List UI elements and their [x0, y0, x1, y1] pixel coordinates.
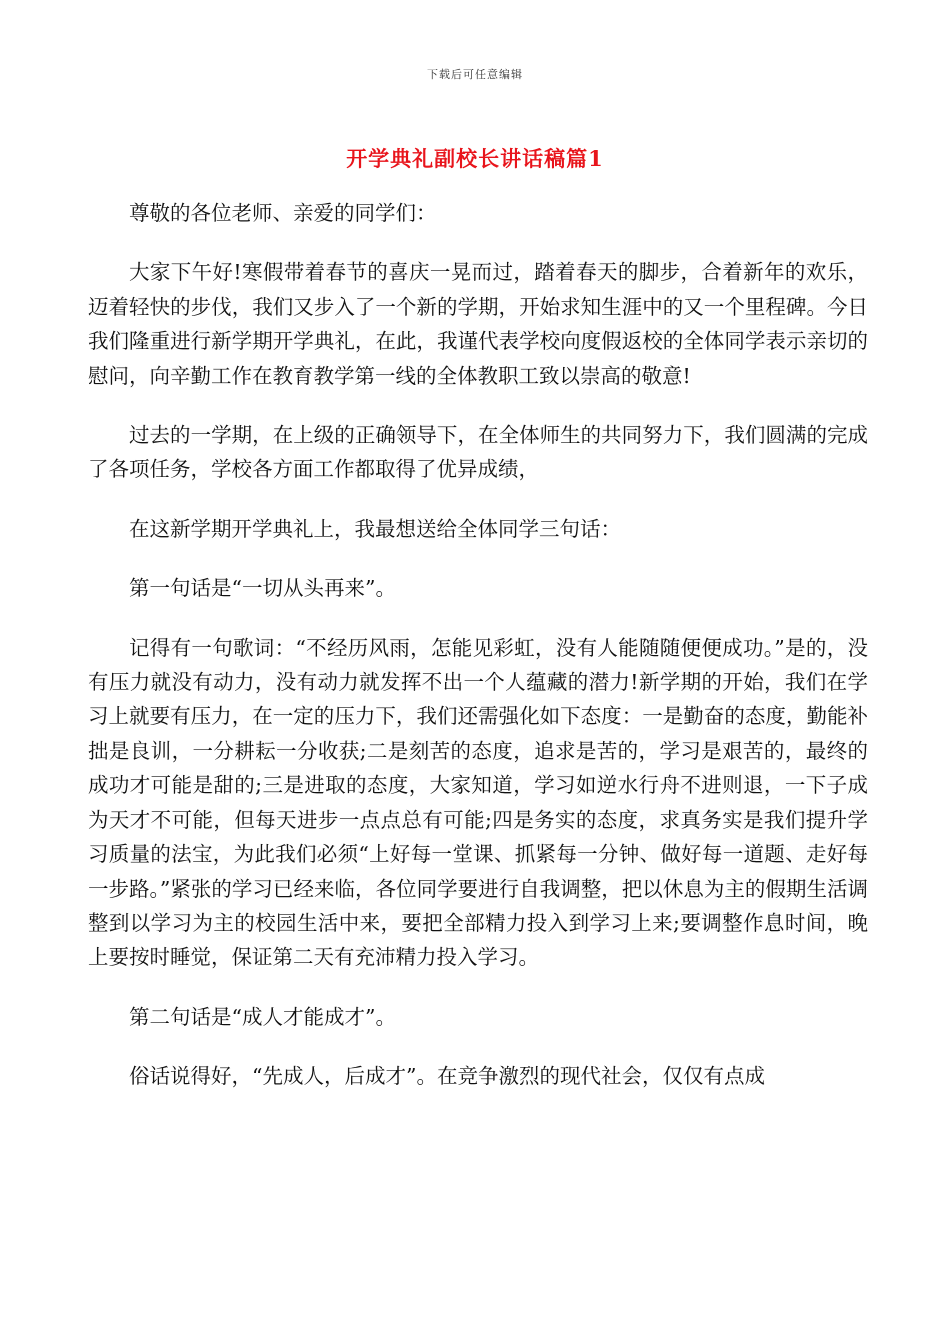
document-body	[88, 196, 868, 1119]
paragraph-three-sentences: 在这新学期开学典礼上，我最想送给全体同学三句话：	[129, 516, 621, 541]
paragraph-first-sentence: 第一句话是“一切从头再来”。	[129, 576, 396, 601]
header-note: 下载后可任意编辑	[427, 68, 523, 81]
paragraph-welcome: 大家下午好!寒假带着春节的喜庆一晃而过，踏着春天的脚步，合着新年的欢乐，迈着轻快的步伐，我们又步入了一个新的学期，开始求知生涯中的又一个里程碑。今日我们隆重进行新学期开学典礼，在此，我谨代表学校向度假返校的全体同学表示亲切的慰问，向辛勤工作在教育教学第一线的全体教职工致以崇高的敬意!	[88, 260, 868, 388]
paragraph-second-detail: 俗话说得好，“先成人，后成才”。在竞争激烈的现代社会，仅仅有点成	[129, 1064, 765, 1089]
paragraph-review: 过去的一学期，在上级的正确领导下，在全体师生的共同努力下，我们圆满的完成了各项任务，学校各方面工作都取得了优异成绩，	[88, 423, 868, 482]
paragraph-second-sentence: 第二句话是“成人才能成才”。	[129, 1004, 396, 1029]
document-title: 开学典礼副校长讲话稿篇1	[346, 146, 604, 171]
paragraph-greeting: 尊敬的各位老师、亲爱的同学们：	[129, 201, 437, 225]
paragraph-first-detail: 记得有一句歌词：“不经历风雨，怎能见彩虹，没有人能随随便便成功。”是的，没有压力就没有动力，没有动力就发挥不出一个人蕴藏的潜力!新学期的开始，我们在学习上就要有压力，在一定的压力下，我们还需强化如下态度：一是勤奋的态度，勤能补拙是良训，一分耕耘一分收获;二是刻苦的态度，追求是苦的，学习是艰苦的，最终的成功才可能是甜的;三是进取的态度，大家知道，学习如逆水行舟不进则退，一下子成为天才不可能，但每天进步一点点总有可能;四是务实的态度，求真务实是我们提升学习质量的法宝，为此我们必须“上好每一堂课、抓紧每一分钟、做好每一道题、走好每一步路。”紧张的学习已经来临，各位同学要进行自我调整，把以休息为主的假期生活调整到以学习为主的校园生活中来，要把全部精力投入到学习上来;要调整作息时间，晚上要按时睡觉，保证第二天有充沛精力投入学习。	[88, 635, 868, 970]
